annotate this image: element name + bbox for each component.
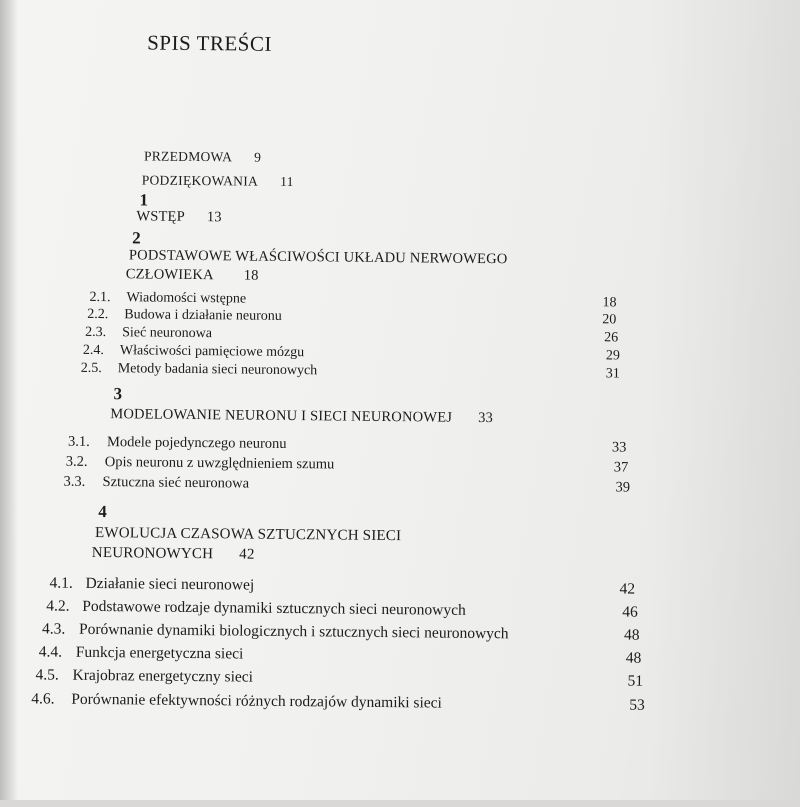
section-number: 2.5. [80, 360, 102, 377]
chapter-page: 18 [243, 267, 259, 284]
section-title: Metody badania sieci neuronowych [117, 361, 318, 379]
chapter-page: 33 [478, 409, 494, 427]
section-number: 2.1. [89, 289, 111, 306]
section-title: Budowa i działanie neuronu [124, 307, 282, 324]
section-page: 18 [602, 295, 617, 311]
section-title: Działanie sieci neuronowej [85, 574, 255, 594]
chapter-title-line: NEURONOWYCH [91, 544, 214, 563]
section-page: 53 [629, 696, 645, 714]
section-number: 2.2. [87, 306, 109, 323]
chapter-title-line: EWOLUCJA CZASOWA SZTUCZNYCH SIECI [94, 524, 402, 545]
section-number: 3.3. [63, 473, 86, 490]
section-page: 20 [602, 312, 617, 328]
section-number: 4.1. [49, 574, 73, 592]
front-matter-item [144, 148, 261, 165]
section-number: 4.5. [35, 666, 59, 684]
chapter-title [92, 545, 255, 564]
section-number: 4.2. [46, 597, 70, 615]
chapter-page: 42 [239, 546, 255, 563]
page-title: SPIS TREŚCI [147, 30, 273, 56]
section-page: 29 [605, 348, 621, 364]
chapter-number: 3 [113, 384, 123, 404]
section-number: 4.4. [38, 643, 63, 661]
section-page: 51 [627, 672, 644, 690]
section-title: Krajobraz energetyczny sieci [72, 666, 254, 686]
section-number: 3.1. [67, 433, 90, 450]
chapter-title [136, 208, 222, 226]
section-title: Sieć neuronowa [122, 325, 213, 342]
section-page: 31 [605, 366, 620, 382]
section-page: 48 [625, 649, 642, 667]
chapter-number: 2 [132, 228, 141, 248]
front-matter-label: PRZEDMOWA [143, 148, 233, 165]
section-page: 48 [623, 626, 640, 644]
section-title: Właściwości pamięciowe mózgu [119, 343, 305, 361]
section-title: Sztuczna sieć neuronowa [102, 474, 250, 492]
section-title: Wiadomości wstępne [126, 290, 247, 307]
section-title: Porównanie efektywności różnych rodzajów dynamiki sieci [71, 690, 442, 712]
section-page: 46 [622, 603, 638, 621]
chapter-title-line: CZŁOWIEKA [125, 266, 214, 284]
section-page: 37 [613, 459, 629, 476]
front-matter-item [142, 172, 294, 190]
chapter-number: 1 [139, 190, 149, 210]
chapter-title [110, 406, 493, 427]
front-matter-page: 11 [280, 173, 294, 190]
section-title: Podstawowe rodzaje dynamiki sztucznych sieci neuronowych [82, 597, 466, 619]
section-number: 2.3. [85, 324, 107, 341]
section-title: Modele pojedynczego neuronu [106, 434, 287, 452]
section-page: 26 [604, 330, 619, 346]
section-page: 33 [611, 439, 627, 456]
chapter-title-line: MODELOWANIE NEURONU I SIECI NEURONOWEJ [110, 406, 453, 426]
chapter-page: 13 [206, 209, 222, 226]
section-title: Porównanie dynamiki biologicznych i sztucznych sieci neuronowych [78, 620, 509, 643]
section-number: 3.2. [65, 453, 88, 470]
section-title: Opis neuronu z uwzględnieniem szumu [104, 454, 335, 473]
section-number: 2.4. [82, 342, 105, 359]
section-number: 4.3. [41, 620, 66, 638]
chapter-title-line: WSTĘP [136, 208, 185, 225]
section-title: Funkcja energetyczna sieci [75, 643, 244, 663]
front-matter-label: PODZIĘKOWANIA [141, 172, 259, 189]
chapter-number: 4 [98, 502, 107, 522]
chapter-title-line: PODSTAWOWE WŁAŚCIWOŚCI UKŁADU NERWOWEGO [128, 247, 508, 268]
chapter-title [126, 266, 259, 284]
section-page: 42 [619, 580, 636, 598]
section-number: 4.6. [31, 690, 55, 708]
front-matter-page: 9 [254, 149, 262, 165]
section-page: 39 [615, 479, 631, 496]
